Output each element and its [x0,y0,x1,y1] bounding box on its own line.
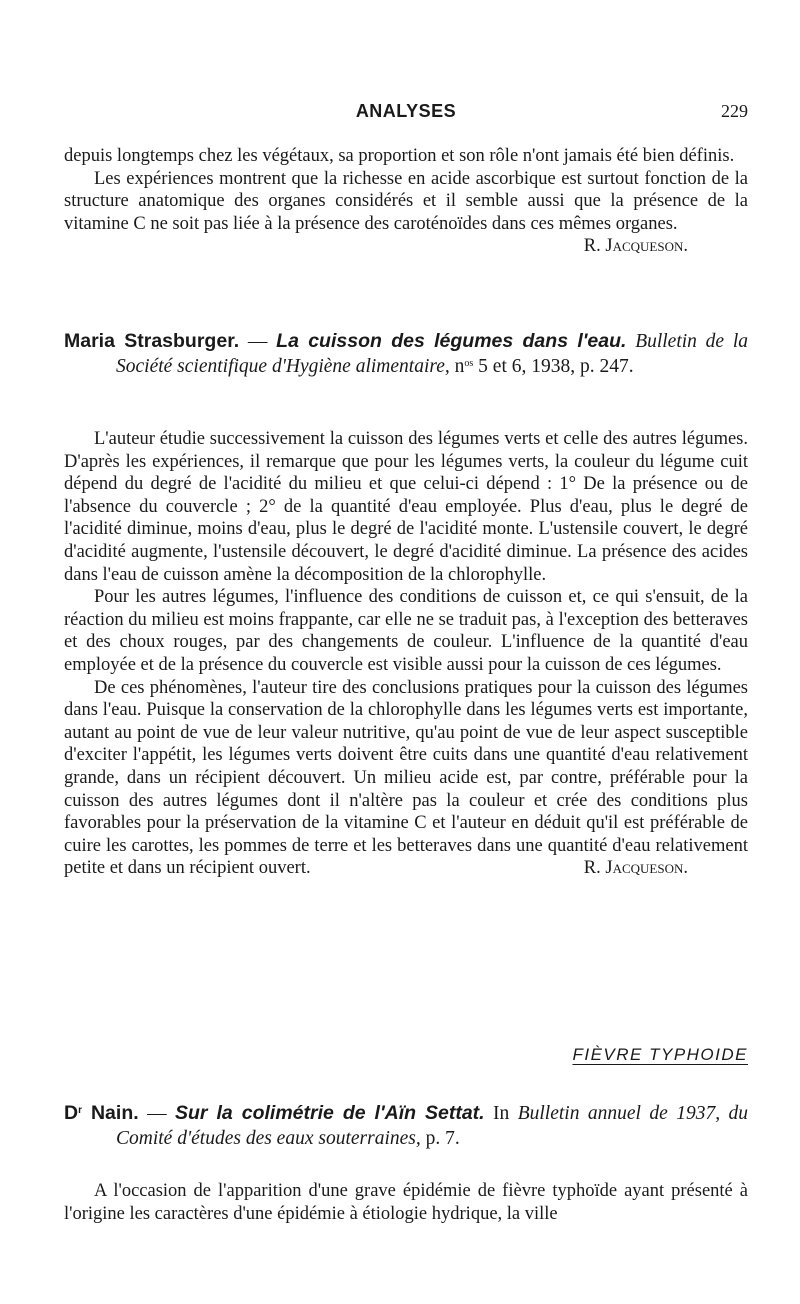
reference-author-prefix: D [64,1102,79,1124]
reviewer-signature [64,235,748,258]
body-paragraph: Les expériences montrent que la richesse en acide ascorbique est surtout fonction de la structure anatomique des organes considérés et il semble aussi que la présence de la vitamine C ne soit pas liée à la présence des caroténoïdes dans ces mêmes organes. [64,168,748,234]
review-strasburger-body [64,428,748,880]
bibliographic-reference [64,329,748,379]
signature-name: Jacqueson. [605,858,688,879]
page-number: 229 [721,101,748,121]
bibliographic-reference [64,1101,748,1151]
reference-journal: Bulletin annuel de 1937, du Comité d'études des eaux souterraines, [116,1103,749,1149]
reference-in: In [484,1103,518,1124]
reference-dash: — [138,1103,176,1124]
signature-initial: R. [583,858,601,879]
reference-pages: p. 7. [420,1128,460,1149]
issue-rest: 5 et 6, 1938, p. 247. [473,356,634,377]
review-nain-body [64,1180,748,1225]
reference-author: Nain. [82,1102,139,1124]
issue-prefix: n [454,356,465,377]
reference-title: Sur la colimétrie de l'Aïn Settat. [175,1102,485,1124]
body-paragraph: L'auteur étudie successivement la cuisson des légumes verts et celle des autres légumes. D'après les expériences, il remarque que pour les légumes verts, la couleur du légume cuit dépend du degré de l'acidité du milieu et que celui-ci dépend : 1° De la présence ou de l'absence du couvercle ; 2° de la quantité d'eau employée. Plus d'eau, plus le degré de l'acidité diminue, moins d'eau, plus le degré de l'acidité monte. L'ustensile couvert, le degré d'acidité augmente, l'ustensile découvert, le degré d'acidité diminue. La présence des acides dans l'eau de cuisson amène la décomposition de la chlorophylle. [64,429,748,585]
page-header [64,100,748,126]
continuation-paragraph: depuis longtemps chez les végétaux, sa proportion et son rôle n'ont jamais été bien définis. [64,146,735,166]
issue-superscript: os [464,358,474,369]
body-paragraph: A l'occasion de l'apparition d'une grave épidémie de fièvre typhoïde ayant présenté à l'origine les caractères d'une épidémie à étiologie hydrique, la ville [64,1181,748,1224]
body-paragraph: Pour les autres légumes, l'influence des conditions de cuisson et, ce qui s'ensuit, de la réaction du milieu est moins frappante, car elle ne se traduit pas, à l'exception des betteraves et des choux rouges, par des changements de couleur. L'influence de la quantité d'eau employée et de la présence du couvercle est visible aussi pour la cuisson de ces légumes. [64,587,748,675]
review-nain [64,1101,748,1151]
body-paragraph: De ces phénomènes, l'auteur tire des conclusions pratiques pour la cuisson des légumes dans l'eau. Puisque la conservation de la chlorophylle dans les légumes verts est importante, autant au point de vue de leur valeur nutritive, qu'au point de vue de leur aspect susceptible d'exciter l'appétit, les légumes verts doivent être cuits dans une quantité d'eau relativement grande, dans un récipient découvert. Un milieu acide est, par contre, préférable pour la cuisson des autres légumes dont il n'altère pas la couleur et crée des conditions plus favorables pour la préservation de la vitamine C et l'auteur en déduit qu'il est préférable de cuire les carottes, les pommes de terre et les betteraves dans une quantité d'eau relativement petite et dans un récipient ouvert. [64,677,748,879]
reference-author-superscript: r [78,1105,82,1116]
reference-dash: — [239,331,277,352]
reference-journal: Bulletin de la Société scientifique d'Hygiène alimentaire, [116,331,749,377]
running-title: ANALYSES [355,101,457,121]
review-strasburger [64,329,748,379]
signature-name: Jacqueson. [605,236,688,257]
reference-title: La cuisson des légumes dans l'eau. [276,330,627,352]
abstract-continuation [64,145,748,258]
section-heading: FIÈVRE TYPHOIDE [572,1045,748,1064]
signature-initial: R. [583,236,601,257]
reference-author: Maria Strasburger. [64,330,240,352]
